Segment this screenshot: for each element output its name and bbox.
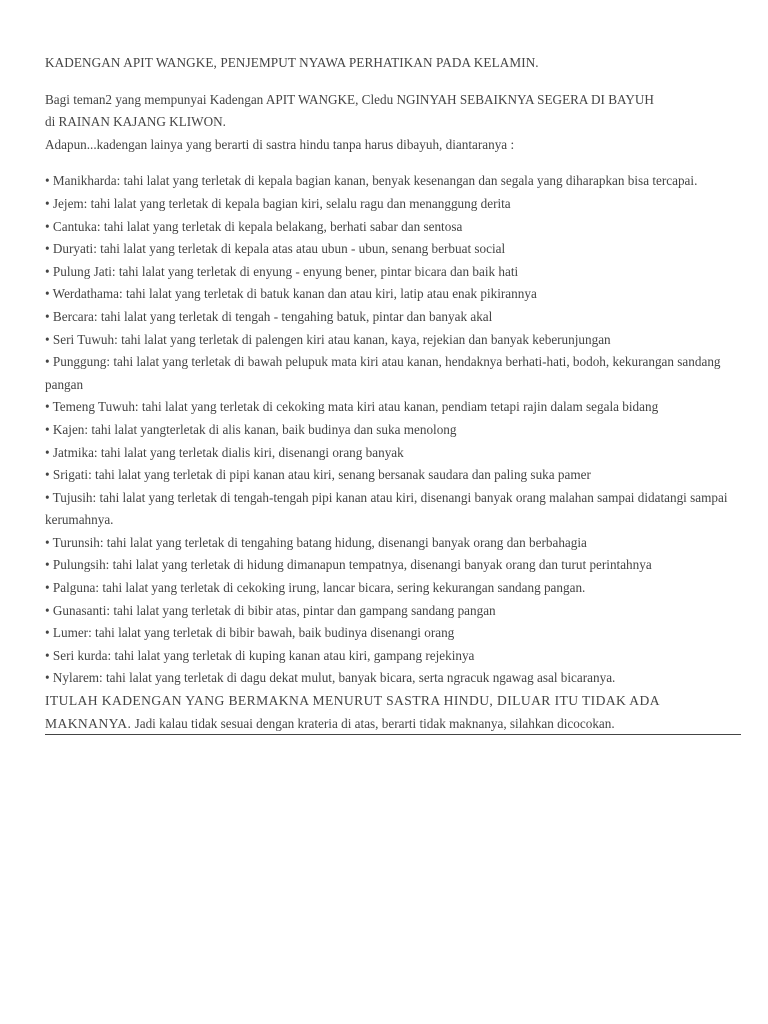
list-item: • Gunasanti: tahi lalat yang terletak di bibir atas, pintar dan gampang sandang pangan [45,602,496,618]
intro-line-2: di RAINAN KAJANG KLIWON. [45,114,226,130]
list-item: • Pulungsih: tahi lalat yang terletak di hidung dimanapun tempatnya, disenangi banyak orang dan turut perintahnya [45,557,652,573]
list-item: • Temeng Tuwuh: tahi lalat yang terletak di cekoking mata kiri atau kanan, pendiam tetapi rajin dalam segala bidang [45,399,659,415]
document-title: KADENGAN APIT WANGKE, PENJEMPUT NYAWA PERHATIKAN PADA KELAMIN. [45,55,539,70]
list-item: • Srigati: tahi lalat yang terletak di pipi kanan atau kiri, senang bersanak saudara dan paling suka pamer [45,467,591,483]
closing-line-1: ITULAH KADENGAN YANG BERMAKNA MENURUT SASTRA HINDU, DILUAR ITU TIDAK ADA [45,693,660,709]
list-item: • Werdathama: tahi lalat yang terletak di batuk kanan dan atau kiri, latip atau enak pikirannya [45,286,537,302]
closing-text: Jadi kalau tidak sesuai dengan krateria di atas, berarti tidak maknanya, silahkan dicocokan. [131,715,615,731]
intro-line-1: Bagi teman2 yang mempunyai Kadengan APIT WANGKE, Cledu NGINYAH SEBAIKNYA SEGERA DI BAYUH [45,91,654,107]
list-item: • Tujusih: tahi lalat yang terletak di tengah-tengah pipi kanan atau kiri, disenangi banyak orang malahan sampai didatangi sampai kerumahnya. [45,489,728,528]
list-item: • Seri Tuwuh: tahi lalat yang terletak di palengen kiri atau kanan, kaya, rejekian dan banyak keberunjungan [45,331,611,347]
document-page [45,52,745,735]
closing-line-2 [45,713,741,735]
list-item: • Duryati: tahi lalat yang terletak di kepala atas atau ubun - ubun, senang berbuat social [45,241,506,257]
list-item: • Jejem: tahi lalat yang terletak di kepala bagian kiri, selalu ragu dan menanggung derita [45,195,511,211]
list-item: • Nylarem: tahi lalat yang terletak di dagu dekat mulut, banyak bicara, serta ngracuk ngawag asal bicaranya. [45,670,616,686]
mole-list [45,170,745,690]
intro-line-3: Adapun...kadengan lainya yang berarti di sastra hindu tanpa harus dibayuh, diantaranya : [45,136,515,152]
list-item: • Manikharda: tahi lalat yang terletak di kepala bagian kanan, benyak kesenangan dan segala yang diharapkan bisa tercapai. [45,173,698,189]
list-item: • Jatmika: tahi lalat yang terletak dialis kiri, disenangi orang banyak [45,444,404,460]
list-item: • Cantuka: tahi lalat yang terletak di kepala belakang, berhati sabar dan sentosa [45,218,463,234]
list-item: • Punggung: tahi lalat yang terletak di bawah pelupuk mata kiri atau kanan, hendaknya berhati-hati, bodoh, kekurangan sandang pangan [45,354,721,392]
closing-paragraph [45,690,745,735]
list-item: • Kajen: tahi lalat yangterletak di alis kanan, baik budinya dan suka menolong [45,421,457,437]
intro-paragraph [45,89,745,157]
list-item: • Lumer: tahi lalat yang terletak di bibir bawah, baik budinya disenangi orang [45,625,455,641]
list-item: • Seri kurda: tahi lalat yang terletak di kuping kanan atau kiri, gampang rejekinya [45,647,475,663]
list-item: • Palguna: tahi lalat yang terletak di cekoking irung, lancar bicara, sering kekurangan sandang pangan. [45,580,586,596]
list-item: • Turunsih: tahi lalat yang terletak di tengahing batang hidung, disenangi banyak orang dan berbahagia [45,534,587,550]
list-item: • Pulung Jati: tahi lalat yang terletak di enyung - enyung bener, pintar bicara dan baik hati [45,263,519,279]
list-item: • Bercara: tahi lalat yang terletak di tengah - tengahing batuk, pintar dan banyak akal [45,308,493,324]
closing-caps-word: MAKNANYA. [45,715,132,731]
